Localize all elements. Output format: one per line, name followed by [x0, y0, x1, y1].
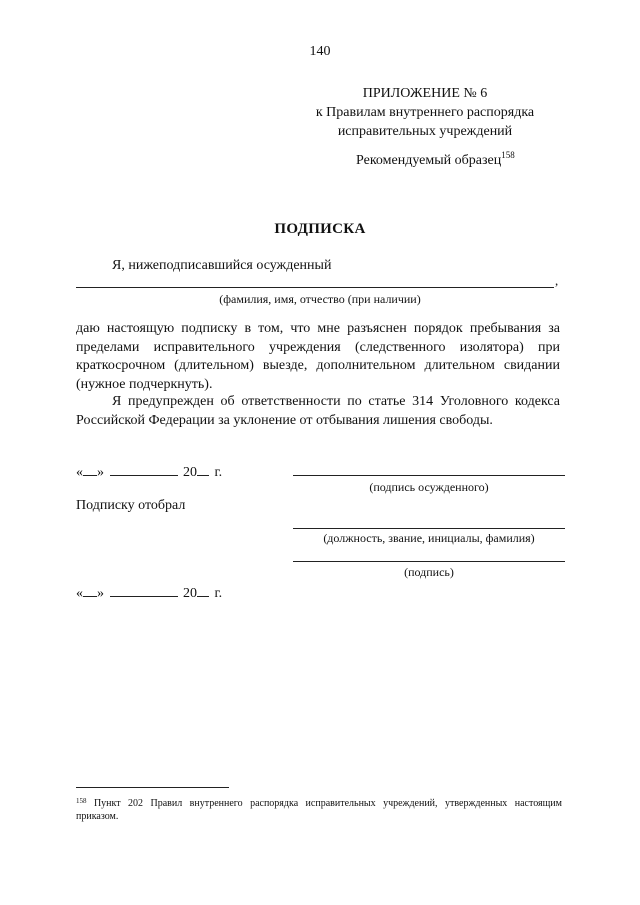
- name-line-comma: ,: [555, 273, 559, 288]
- date-official: [76, 584, 222, 602]
- signature-line: [293, 561, 565, 562]
- footnote-text: Пункт 202 Правил внутреннего распорядка исправительных учреждений, утвержденных настоящим приказом.: [76, 798, 562, 822]
- year-blank: [197, 584, 209, 597]
- document-title: ПОДПИСКА: [274, 221, 366, 237]
- footnote-reference: 158: [501, 150, 515, 160]
- name-fill-line: [76, 287, 554, 288]
- footnote-separator: [76, 787, 229, 788]
- received-by-label: Подписку отобрал: [76, 498, 186, 513]
- page-number: 140: [309, 44, 331, 59]
- intro-text: Я, нижеподписавшийся осужденный: [112, 258, 332, 273]
- appendix-header: [300, 84, 550, 141]
- official-line: [293, 528, 565, 529]
- date-close-quote: »: [97, 586, 104, 601]
- footnote: [76, 795, 562, 823]
- official-caption: (должность, звание, инициалы, фамилия): [323, 531, 535, 545]
- year-suffix: г.: [214, 586, 223, 601]
- year-blank: [197, 463, 209, 476]
- year-prefix: 20: [183, 586, 197, 601]
- year-prefix: 20: [183, 465, 197, 480]
- appendix-title: ПРИЛОЖЕНИЕ № 6: [362, 86, 488, 101]
- body-paragraph-2: [76, 393, 560, 430]
- sample-label-text: Рекомендуемый образец: [356, 153, 502, 168]
- appendix-line-3: исправительных учреждений: [337, 124, 513, 139]
- paragraph-1-text: даю настоящую подписку в том, что мне разъяснен порядок пребывания за пределами исправительного учреждения (следственного изолятора) при краткосрочном (длительном) выезде, дополнительном длительном свидании (нужное подчеркнуть).: [76, 321, 560, 392]
- month-blank: [110, 463, 178, 476]
- convict-signature-caption: (подпись осужденного): [369, 480, 489, 494]
- year-suffix: г.: [214, 465, 223, 480]
- appendix-line-2: к Правилам внутреннего распорядка: [315, 105, 535, 120]
- name-caption: (фамилия, имя, отчество (при наличии): [219, 292, 421, 306]
- date-open-quote: «: [76, 586, 83, 601]
- month-blank: [110, 584, 178, 597]
- signature-caption: (подпись): [404, 565, 454, 579]
- date-close-quote: »: [97, 465, 104, 480]
- convict-signature-line: [293, 475, 565, 476]
- paragraph-2-text: Я предупрежден об ответственности по статье 314 Уголовного кодекса Российской Федерации за уклонение от отбывания лишения свободы.: [76, 394, 560, 428]
- sample-label: [356, 150, 515, 169]
- date-convict: [76, 463, 222, 481]
- body-paragraph-1: [76, 320, 560, 394]
- footnote-number: 158: [76, 797, 87, 805]
- day-blank: [83, 463, 97, 476]
- date-open-quote: «: [76, 465, 83, 480]
- day-blank: [83, 584, 97, 597]
